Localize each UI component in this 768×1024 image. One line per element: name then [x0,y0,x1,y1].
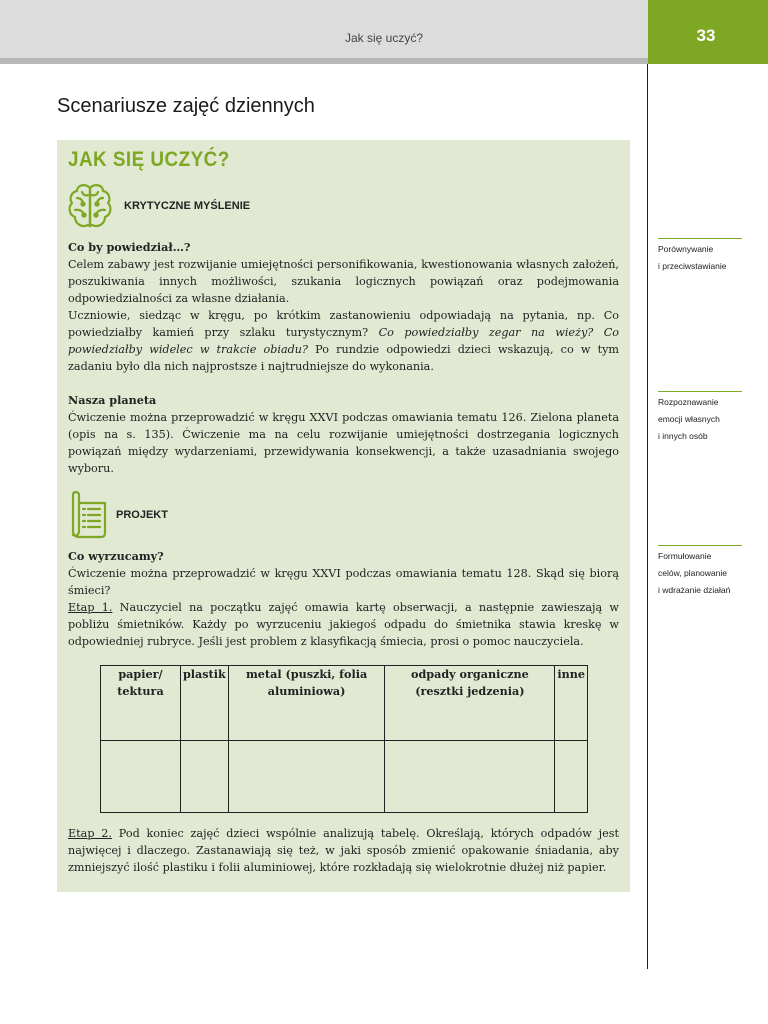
activity-what-would-say [68,239,619,375]
activity-text [68,307,619,375]
activity-text [68,825,619,876]
observation-table [100,665,588,813]
table-header-cell: papier/ tektura [101,666,181,741]
text-span: Po rundzie odpowiedzi dzieci wskazują, co w tym zadaniu było dla nich najprostsze i najtrudniejsze do wykonania. [68,343,620,373]
activity-stage-2 [68,825,619,876]
text-span: Uczniowie, siedząc w kręgu, po krótkim zastanowieniu odpowiadają na pytania, np. Co powiedziałby kamień przy szlaku turystycznym? [68,309,619,339]
table-cell [228,741,385,813]
table-header-cell: inne [555,666,588,741]
table-header-cell: metal (puszki, folia aluminiowa) [228,666,385,741]
stage-label: Etap 1. [68,601,113,614]
activity-text: Celem zabawy jest rozwijanie umiejętności personifikowania, kwestionowania własnych założeń, poszukiwania innych możliwości, szukania logicznych powiązań oraz podejmowania odpowiedzialności za własne działania. [68,258,619,305]
text-span: Nauczyciel na początku zajęć omawia kartę obserwacji, a następnie zawieszają w pobliżu śmietników. Każdy po wyrzuceniu jakiegoś odpadu do śmietnika stawia kreskę w odpowiedniej rubryce. Jeśli jest problem z klasyfikacją śmiecia, prosi o pomoc nauczyciela. [68,601,619,648]
activity-panel [57,140,630,892]
sidebar-line: Porównywanie [658,244,714,254]
header-bar [0,0,648,58]
table-cell [385,741,555,813]
activity-text: Ćwiczenie można przeprowadzić w kręgu XXVI podczas omawiania tematu 128. Skąd się biorą śmieci? [68,567,619,597]
category-project: PROJEKT [116,509,168,521]
activity-heading: Co by powiedział…? [68,240,191,254]
sidebar-line: Formułowanie [658,551,712,561]
table-cell [101,741,181,813]
header-divider [0,58,648,64]
table-cell [180,741,228,813]
sidebar-line: i przeciwstawianie [658,261,727,271]
activity-heading: Co wyrzucamy? [68,549,164,563]
sidebar-line: celów, planowanie [658,568,727,578]
stage-label: Etap 2. [68,827,112,840]
table-cell [555,741,588,813]
running-header: Jak się uczyć? [344,31,424,45]
panel-title: JAK SIĘ UCZYĆ? [68,148,230,171]
table-header-row [101,666,588,741]
margin-rule [647,64,648,969]
document-scroll-icon [67,491,107,539]
text-span: Pod koniec zajęć dzieci wspólnie analizują tabelę. Określają, których odpadów jest najwięcej i dlaczego. Zastanawiają się też, w jaki sposób zmienić opakowanie śniadania, aby zmniejszyć ilość plastiku i folii aluminiowej, które rozkładają się wielokrotnie dłużej niż papier. [68,827,619,874]
sidebar-item-goals [658,545,742,599]
section-title: Scenariusze zajęć dziennych [57,95,315,117]
page-number: 33 [696,26,716,45]
activity-what-we-throw [68,548,619,650]
activity-our-planet [68,392,619,477]
sidebar-line: i innych osób [658,431,708,441]
table-header-cell: odpady organiczne (resztki jedzenia) [385,666,555,741]
sidebar-line: Rozpoznawanie [658,397,719,407]
brain-icon [67,182,113,232]
table-row [101,741,588,813]
activity-text [68,599,619,650]
sidebar-line: i wdrażanie działań [658,585,731,595]
italic-text: Co powiedziałby zegar na wieży? Co powiedziałby widelec w trakcie obiadu? [68,326,620,356]
activity-heading: Nasza planeta [68,393,157,407]
sidebar-item-emotions [658,391,742,445]
sidebar-item-comparing [658,238,742,275]
activity-text: Ćwiczenie można przeprowadzić w kręgu XXVI podczas omawiania tematu 126. Zielona planeta (opis na s. 135). Ćwiczenie ma na celu rozwijanie umiejętności dostrzegania logicznych powiązań między wydarzeniami, przewidywania konsekwencji, a także uzasadniania swojego wyboru. [68,411,619,475]
sidebar-line: emocji własnych [658,414,720,424]
table-header-cell: plastik [180,666,228,741]
category-critical-thinking: KRYTYCZNE MYŚLENIE [124,200,251,212]
